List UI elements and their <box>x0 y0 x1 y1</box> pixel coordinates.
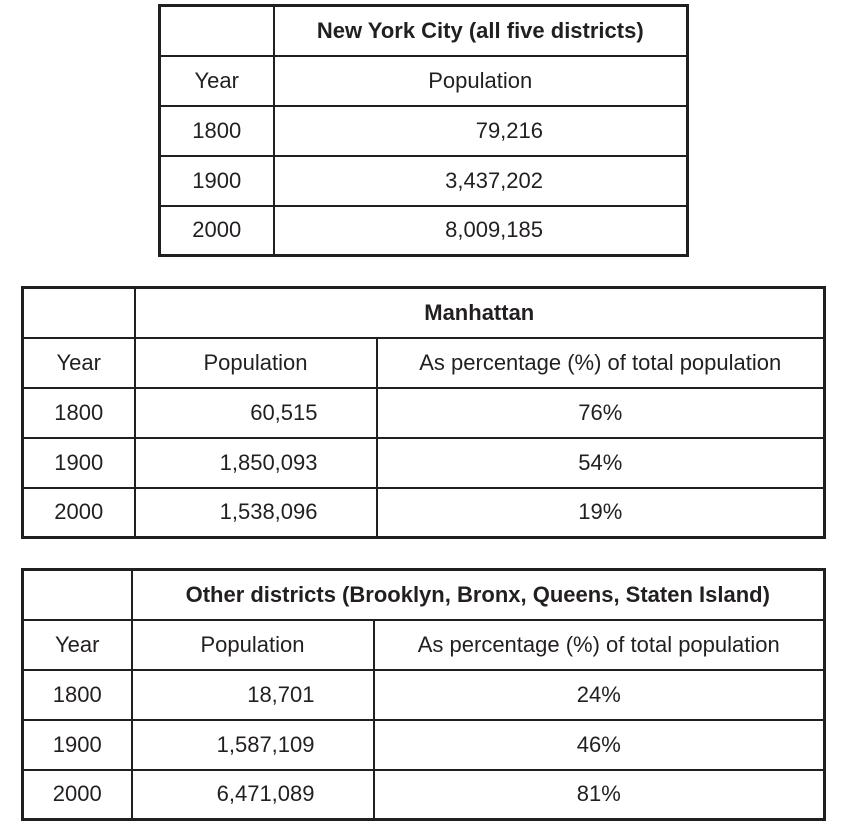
year-cell: 1900 <box>23 720 132 770</box>
percentage-cell: 81% <box>374 770 825 820</box>
nyc-population-table <box>158 4 689 257</box>
percentage-cell: 24% <box>374 670 825 720</box>
column-header-row <box>23 620 825 670</box>
column-header-population: Population <box>274 56 688 106</box>
percentage-cell: 76% <box>377 388 825 438</box>
year-cell: 1900 <box>160 156 274 206</box>
column-header-row <box>23 338 825 388</box>
population-cell: 1,538,096 <box>135 488 377 538</box>
column-header-year: Year <box>160 56 274 106</box>
empty-header-cell <box>160 6 274 56</box>
column-header-year: Year <box>23 620 132 670</box>
manhattan-population-table <box>21 286 826 539</box>
empty-header-cell <box>23 570 132 620</box>
population-cell: 3,437,202 <box>274 156 688 206</box>
table-row <box>23 720 825 770</box>
percentage-cell: 19% <box>377 488 825 538</box>
table-row <box>23 770 825 820</box>
table-row <box>160 156 688 206</box>
year-cell: 2000 <box>160 206 274 256</box>
column-header-population: Population <box>135 338 377 388</box>
percentage-cell: 46% <box>374 720 825 770</box>
column-header-percentage: As percentage (%) of total population <box>374 620 825 670</box>
column-header-percentage: As percentage (%) of total population <box>377 338 825 388</box>
population-cell: 8,009,185 <box>274 206 688 256</box>
column-header-row <box>160 56 688 106</box>
population-cell: 60,515 <box>135 388 377 438</box>
table-row <box>160 106 688 156</box>
year-cell: 1800 <box>23 388 135 438</box>
column-header-year: Year <box>23 338 135 388</box>
year-cell: 1800 <box>160 106 274 156</box>
table-title: Manhattan <box>135 288 825 338</box>
other-districts-population-table <box>21 568 826 821</box>
column-header-population: Population <box>132 620 374 670</box>
percentage-cell: 54% <box>377 438 825 488</box>
table-title: Other districts (Brooklyn, Bronx, Queens, Staten Island) <box>132 570 825 620</box>
table-row <box>23 488 825 538</box>
population-cell: 6,471,089 <box>132 770 374 820</box>
table-title: New York City (all five districts) <box>274 6 688 56</box>
table-row <box>23 438 825 488</box>
year-cell: 1800 <box>23 670 132 720</box>
year-cell: 2000 <box>23 488 135 538</box>
year-cell: 1900 <box>23 438 135 488</box>
table-row <box>23 388 825 438</box>
table-row <box>23 670 825 720</box>
year-cell: 2000 <box>23 770 132 820</box>
population-cell: 79,216 <box>274 106 688 156</box>
table-header-row <box>160 6 688 56</box>
empty-header-cell <box>23 288 135 338</box>
population-cell: 1,850,093 <box>135 438 377 488</box>
table-row <box>160 206 688 256</box>
table-header-row <box>23 288 825 338</box>
population-cell: 18,701 <box>132 670 374 720</box>
population-cell: 1,587,109 <box>132 720 374 770</box>
table-header-row <box>23 570 825 620</box>
